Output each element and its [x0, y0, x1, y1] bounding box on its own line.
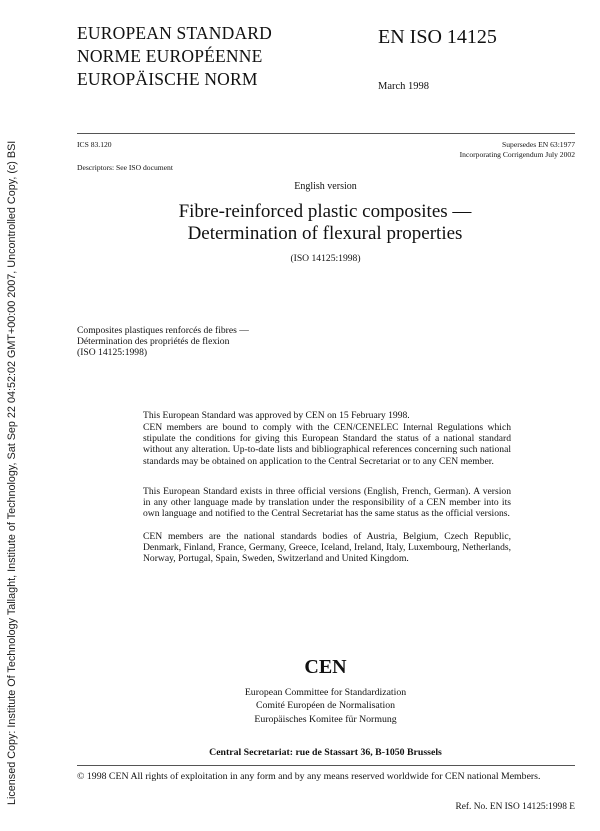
- ics-code: ICS 83.120: [77, 140, 112, 149]
- french-title: [77, 325, 249, 359]
- compliance-paragraph: CEN members are bound to comply with the CEN/CENELEC Internal Regulations which stipulate the conditions for giving this European Standard the status of a national standard without any alteration. Up-to-date lists and bibliographical references concerning such national standards may be obtained on application to the Central Secretariat or to any CEN member.: [143, 422, 511, 467]
- title-line-2: Determination of flexural properties: [187, 223, 463, 244]
- header-english: EUROPEAN STANDARD: [77, 23, 272, 43]
- french-title-line-3: (ISO 14125:1998): [77, 347, 148, 359]
- reference-number: Ref. No. EN ISO 14125:1998 E: [455, 802, 575, 812]
- cen-names: [0, 686, 600, 726]
- corrigendum-text: Incorporating Corrigendum July 2002: [459, 150, 575, 159]
- supersedes-block: [460, 140, 575, 160]
- cen-name-german: Europäisches Komitee für Normung: [254, 713, 397, 725]
- footer-divider: [77, 765, 575, 766]
- standard-number: EN ISO 14125: [378, 26, 497, 48]
- document-title: [90, 201, 560, 245]
- publication-date: March 1998: [378, 81, 430, 92]
- title-line-1: Fibre-reinforced plastic composites —: [178, 201, 472, 222]
- header-german: EUROPÄISCHE NORM: [77, 69, 258, 89]
- copyright-notice: © 1998 CEN All rights of exploitation in any form and by any means reserved worldwide for CEN national Members.: [77, 771, 541, 782]
- header-language-block: [77, 22, 272, 91]
- supersedes-text: Supersedes EN 63:1977: [502, 140, 575, 149]
- cen-name-english: European Committee for Standardization: [244, 687, 407, 698]
- cen-name-french: Comité Européen de Normalisation: [255, 700, 396, 712]
- version-label: English version: [294, 181, 357, 192]
- french-title-line-1: Composites plastiques renforcés de fibres —: [77, 325, 249, 336]
- iso-reference: (ISO 14125:1998): [290, 253, 361, 264]
- header-french: NORME EUROPÉENNE: [77, 46, 263, 66]
- header-divider: [77, 133, 575, 134]
- approval-paragraph: This European Standard was approved by CEN on 15 February 1998.: [143, 410, 410, 421]
- versions-paragraph: This European Standard exists in three official versions (English, French, German). A version in any other language made by translation under the responsibility of a CEN member into its own language and notified to the Central Secretariat has the same status as the official versions.: [143, 486, 511, 520]
- central-secretariat-address: Central Secretariat: rue de Stassart 36, B-1050 Brussels: [209, 747, 442, 758]
- descriptors: Descriptors: See ISO document: [77, 163, 173, 172]
- members-paragraph: CEN members are the national standards bodies of Austria, Belgium, Czech Republic, Denmark, Finland, France, Germany, Greece, Iceland, Ireland, Italy, Luxembourg, Netherlands, Norway, Portugal, Spain, Sweden, Switzerland and United Kingdom.: [143, 531, 511, 565]
- license-watermark: Licensed Copy: Institute Of Technology Tallaght, Institute of Technology, Sat Sep 22 04:52:02 GMT+00:00 2007, Uncontrolled Copy, (c) BSI: [6, 140, 18, 805]
- cen-logo-text: CEN: [304, 656, 347, 678]
- french-title-line-2: Détermination des propriétés de flexion: [77, 336, 230, 348]
